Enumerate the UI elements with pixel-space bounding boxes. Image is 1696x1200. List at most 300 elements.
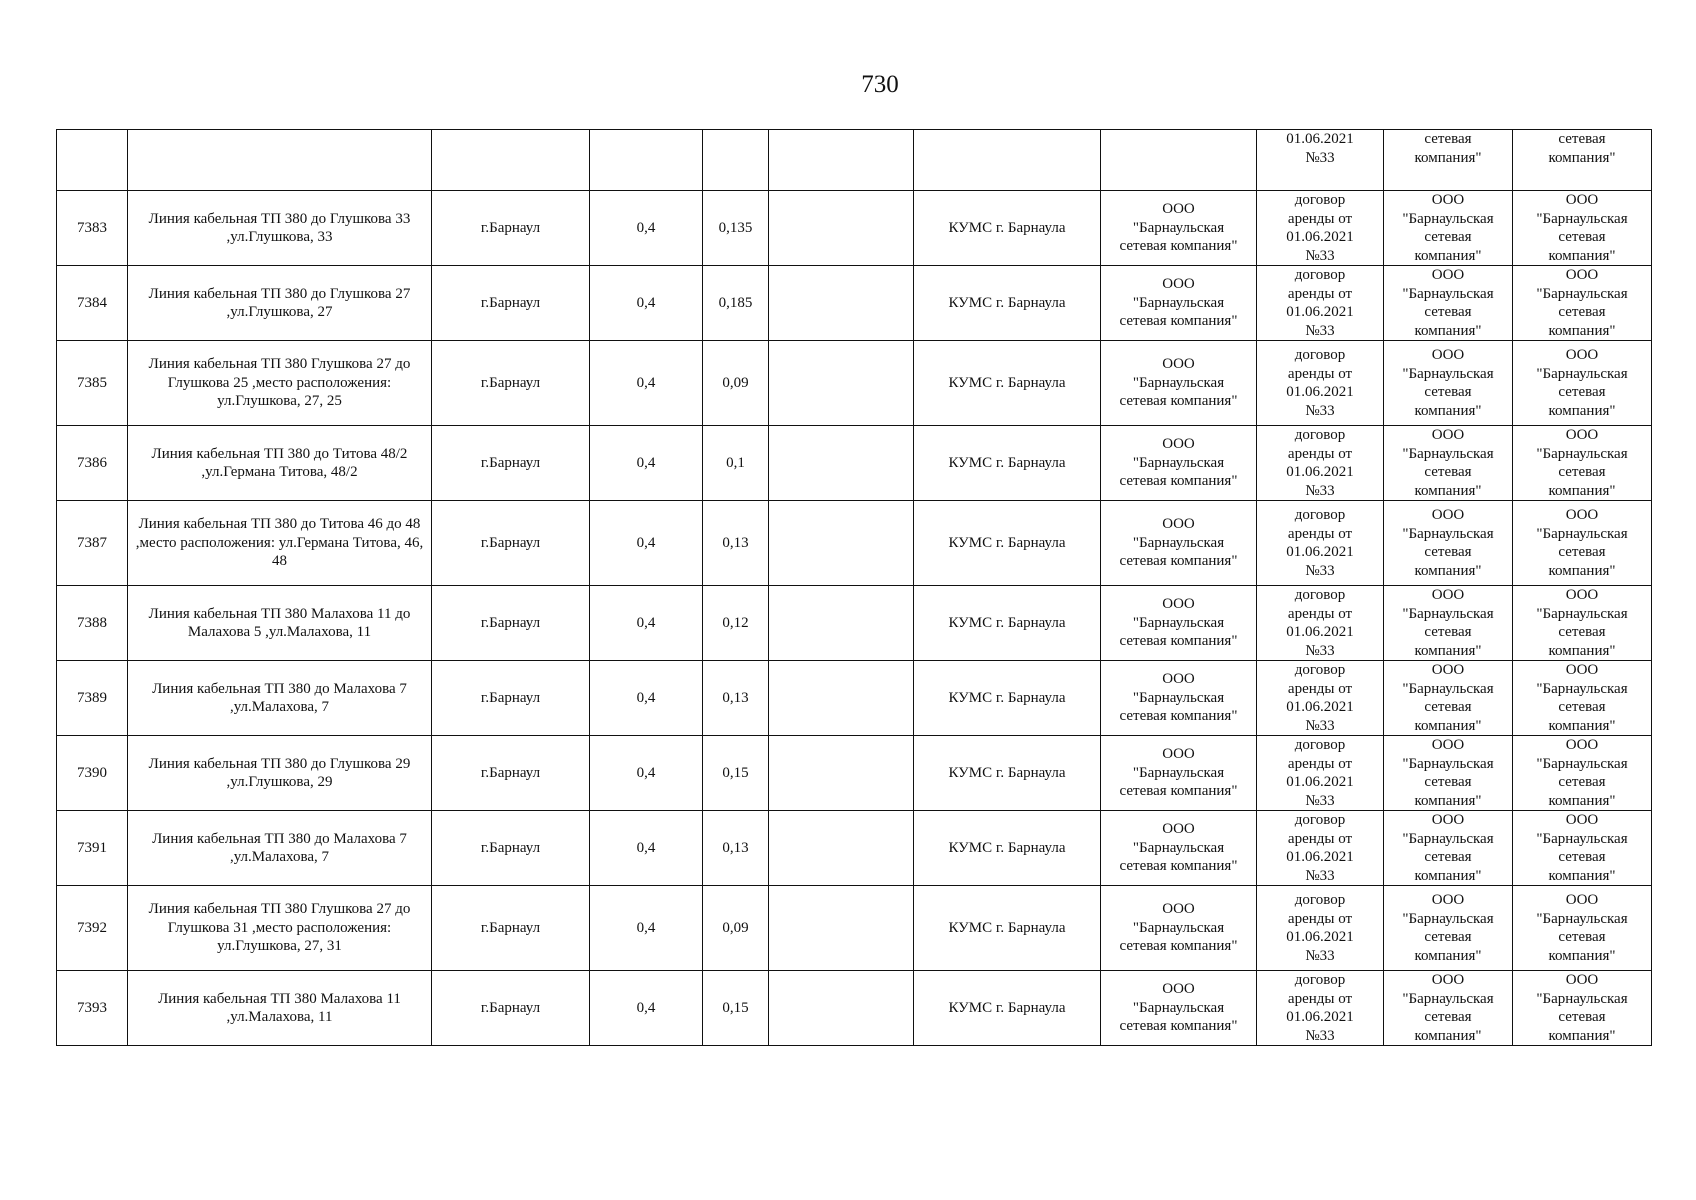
cell-holder [1101,811,1257,886]
contract-line: 01.06.2021 [1286,1009,1354,1025]
cell-description: Линия кабельная ТП 380 до Малахова 7 ,ул.Малахова, 7 [128,661,432,736]
cell-holder [1101,426,1257,501]
cell-length: 0,15 [703,736,769,811]
contract-line: 01.06.2021 [1286,229,1354,245]
user-line: "Барнаульская [1402,680,1494,697]
operator-line: ООО [1565,507,1599,523]
cell-id: 7388 [57,586,128,661]
cell-description: Линия кабельная ТП 380 Малахова 11 до Малахова 5 ,ул.Малахова, 11 [128,586,432,661]
user-line: "Барнаульская [1402,445,1494,462]
operator-line: компания" [1548,562,1616,579]
operator-line: "Барнаульская [1536,830,1628,847]
table-row [57,501,1652,586]
contract-line: №33 [1305,792,1335,809]
cell-contract [1257,586,1384,661]
cell-city: г.Барнаул [432,426,590,501]
contract-line: аренды от [1287,210,1353,227]
operator-line: "Барнаульская [1536,210,1628,227]
cell-operator [1513,130,1652,191]
holder-line: сетевая компания" [1119,553,1238,570]
operator-line: компания" [1548,322,1616,339]
contract-line: договор [1294,192,1346,208]
cell-description: Линия кабельная ТП 380 до Малахова 7 ,ул.Малахова, 7 [128,811,432,886]
cell-extra [769,811,914,886]
operator-line: сетевая [1558,304,1606,320]
operator-line: сетевая [1558,849,1606,865]
cell-length: 0,185 [703,266,769,341]
user-line: сетевая [1424,464,1472,480]
user-line: "Барнаульская [1402,525,1494,542]
contract-line: договор [1294,737,1346,753]
contract-line: договор [1294,267,1346,283]
contract-line: аренды от [1287,285,1353,302]
holder-line: ООО [1162,516,1195,533]
registry-rows [57,130,1652,1046]
cell-contract [1257,736,1384,811]
cell-extra [769,736,914,811]
user-line: сетевая [1424,699,1472,715]
user-line: компания" [1414,482,1482,499]
cell-city: г.Барнаул [432,736,590,811]
user-line: ООО [1431,587,1465,603]
cell-contract [1257,886,1384,971]
operator-line: сетевая [1558,384,1606,400]
contract-line: 01.06.2021 [1286,464,1354,480]
contract-line: аренды от [1287,755,1353,772]
operator-line: ООО [1565,892,1599,908]
holder-line: сетевая компания" [1119,708,1238,725]
cell-extra [769,341,914,426]
operator-line: "Барнаульская [1536,680,1628,697]
operator-line: сетевая [1558,229,1606,245]
cell-voltage: 0,4 [590,661,703,736]
cell-description [128,130,432,191]
user-line: сетевая [1424,774,1472,790]
user-line: ООО [1431,662,1465,678]
operator-line: сетевая [1558,929,1606,945]
user-line: ООО [1431,812,1465,828]
cell-contract [1257,191,1384,266]
cell-contract [1257,341,1384,426]
cell-length: 0,15 [703,971,769,1046]
cell-extra [769,501,914,586]
operator-line: ООО [1565,587,1599,603]
table-row [57,191,1652,266]
operator-line: компания" [1548,642,1616,659]
cell-description: Линия кабельная ТП 380 до Глушкова 29 ,ул.Глушкова, 29 [128,736,432,811]
user-line: "Барнаульская [1402,210,1494,227]
operator-line: ООО [1565,427,1599,443]
operator-line: "Барнаульская [1536,910,1628,927]
operator-line: сетевая [1558,774,1606,790]
cell-operator [1513,736,1652,811]
user-line: "Барнаульская [1402,365,1494,382]
cell-contract [1257,661,1384,736]
operator-line: компания" [1548,947,1616,964]
contract-line: №33 [1305,322,1335,339]
holder-line: "Барнаульская [1132,454,1225,471]
cell-holder [1101,341,1257,426]
operator-line: компания" [1548,867,1616,884]
holder-line: ООО [1162,746,1195,763]
cell-owner: КУМС г. Барнаула [914,501,1101,586]
cell-id: 7383 [57,191,128,266]
cell-user [1384,501,1513,586]
holder-line: "Барнаульская [1132,999,1225,1016]
cell-owner: КУМС г. Барнаула [914,971,1101,1046]
user-line: ООО [1431,507,1465,523]
cell-owner: КУМС г. Барнаула [914,811,1101,886]
operator-line: компания" [1548,247,1616,264]
user-line: сетевая [1424,849,1472,865]
cell-voltage: 0,4 [590,736,703,811]
cell-user [1384,971,1513,1046]
user-line: "Барнаульская [1402,285,1494,302]
cell-voltage: 0,4 [590,341,703,426]
cell-owner: КУМС г. Барнаула [914,886,1101,971]
table-row [57,586,1652,661]
holder-line: "Барнаульская [1132,764,1225,781]
user-line: ООО [1431,267,1465,283]
page-number: 730 [861,71,899,98]
cell-holder [1101,661,1257,736]
contract-line: №33 [1305,642,1335,659]
contract-line: №33 [1305,867,1335,884]
user-line: "Барнаульская [1402,755,1494,772]
operator-line: компания" [1548,1027,1616,1044]
operator-line: ООО [1565,192,1599,208]
cell-id: 7387 [57,501,128,586]
user-line: ООО [1431,737,1465,753]
holder-line: сетевая компания" [1119,393,1238,410]
holder-line: сетевая компания" [1119,1018,1238,1035]
contract-line: договор [1294,662,1346,678]
holder-line: ООО [1162,671,1195,688]
operator-line: сетевая [1558,624,1606,640]
user-line: компания" [1414,149,1482,166]
cell-id: 7385 [57,341,128,426]
cell-operator [1513,886,1652,971]
cell-voltage: 0,4 [590,191,703,266]
holder-line: сетевая компания" [1119,313,1238,330]
cell-operator [1513,501,1652,586]
operator-line: "Барнаульская [1536,755,1628,772]
cell-city: г.Барнаул [432,586,590,661]
cell-length: 0,12 [703,586,769,661]
table-row [57,266,1652,341]
cell-city: г.Барнаул [432,661,590,736]
continued-row [57,130,1652,191]
cell-description: Линия кабельная ТП 380 Малахова 11 ,ул.Малахова, 11 [128,971,432,1046]
operator-line: "Барнаульская [1536,285,1628,302]
contract-line: аренды от [1287,910,1353,927]
holder-line: "Барнаульская [1132,919,1225,936]
user-line: компания" [1414,642,1482,659]
operator-line: ООО [1565,347,1599,363]
cell-user [1384,736,1513,811]
operator-line: "Барнаульская [1536,525,1628,542]
cell-city: г.Барнаул [432,266,590,341]
cell-length: 0,09 [703,886,769,971]
holder-line: ООО [1162,596,1195,613]
operator-line: компания" [1548,717,1616,734]
operator-line: ООО [1565,662,1599,678]
contract-line: аренды от [1287,990,1353,1007]
cell-holder [1101,586,1257,661]
operator-line: "Барнаульская [1536,445,1628,462]
operator-line: ООО [1565,737,1599,753]
cell-user [1384,130,1513,191]
user-line: компания" [1414,402,1482,419]
holder-line: "Барнаульская [1132,839,1225,856]
contract-line: №33 [1305,247,1335,264]
cell-extra [769,130,914,191]
cell-user [1384,661,1513,736]
cell-id: 7391 [57,811,128,886]
cell-id: 7384 [57,266,128,341]
cell-extra [769,191,914,266]
contract-line: договор [1294,972,1346,988]
user-line: сетевая [1424,929,1472,945]
cell-city: г.Барнаул [432,811,590,886]
table-row [57,661,1652,736]
cell-length: 0,13 [703,661,769,736]
cell-extra [769,426,914,501]
table-row [57,736,1652,811]
operator-line: сетевая [1558,464,1606,480]
table-row [57,811,1652,886]
cell-voltage: 0,4 [590,501,703,586]
user-line: ООО [1431,972,1465,988]
cell-holder [1101,501,1257,586]
contract-line: №33 [1305,717,1335,734]
holder-line: ООО [1162,901,1195,918]
contract-line: №33 [1305,482,1335,499]
user-line: сетевая [1424,304,1472,320]
user-line: ООО [1431,892,1465,908]
user-line: компания" [1414,947,1482,964]
holder-line: сетевая компания" [1119,633,1238,650]
cell-contract [1257,971,1384,1046]
holder-line: "Барнаульская [1132,689,1225,706]
operator-line: "Барнаульская [1536,990,1628,1007]
holder-line: "Барнаульская [1132,614,1225,631]
operator-line: сетевая [1558,1009,1606,1025]
contract-line: договор [1294,812,1346,828]
contract-line: №33 [1305,402,1335,419]
cell-description: Линия кабельная ТП 380 Глушкова 27 до Глушкова 25 ,место расположения: ул.Глушкова, 27, 25 [128,341,432,426]
contract-line: аренды от [1287,605,1353,622]
cell-contract [1257,811,1384,886]
cell-operator [1513,661,1652,736]
operator-line: "Барнаульская [1536,605,1628,622]
contract-line: 01.06.2021 [1286,304,1354,320]
cell-contract [1257,426,1384,501]
cell-voltage [590,130,703,191]
cell-contract [1257,130,1384,191]
cell-extra [769,661,914,736]
cell-owner: КУМС г. Барнаула [914,736,1101,811]
holder-line: "Барнаульская [1132,219,1225,236]
operator-line: сетевая [1558,699,1606,715]
contract-line: 01.06.2021 [1286,929,1354,945]
table-row [57,971,1652,1046]
cell-voltage: 0,4 [590,971,703,1046]
contract-line: 01.06.2021 [1286,624,1354,640]
operator-line: сетевая [1558,544,1606,560]
cell-city: г.Барнаул [432,501,590,586]
cell-length: 0,135 [703,191,769,266]
cell-length: 0,13 [703,501,769,586]
cell-contract [1257,501,1384,586]
holder-line: "Барнаульская [1132,374,1225,391]
cell-description: Линия кабельная ТП 380 до Титова 46 до 48 ,место расположения: ул.Германа Титова, 46, 48 [128,501,432,586]
operator-line: ООО [1565,267,1599,283]
holder-line: ООО [1162,981,1195,998]
user-line: "Барнаульская [1402,910,1494,927]
cell-voltage: 0,4 [590,266,703,341]
user-line: "Барнаульская [1402,605,1494,622]
cell-user [1384,266,1513,341]
cell-city: г.Барнаул [432,886,590,971]
cell-operator [1513,341,1652,426]
user-line: компания" [1414,1027,1482,1044]
cell-description: Линия кабельная ТП 380 Глушкова 27 до Глушкова 31 ,место расположения: ул.Глушкова, 27, 31 [128,886,432,971]
holder-line: сетевая компания" [1119,783,1238,800]
contract-line: договор [1294,587,1346,603]
cell-owner: КУМС г. Барнаула [914,586,1101,661]
user-line: ООО [1431,347,1465,363]
contract-line: 01.06.2021 [1286,774,1354,790]
contract-line: 01.06.2021 [1286,131,1354,147]
contract-line: №33 [1305,562,1335,579]
user-line: сетевая [1424,229,1472,245]
contract-line: договор [1294,347,1346,363]
operator-line: компания" [1548,482,1616,499]
cell-user [1384,191,1513,266]
contract-line: договор [1294,427,1346,443]
cell-extra [769,586,914,661]
operator-line: ООО [1565,812,1599,828]
cell-id: 7389 [57,661,128,736]
user-line: сетевая [1424,544,1472,560]
cell-extra [769,971,914,1046]
cell-owner: КУМС г. Барнаула [914,661,1101,736]
holder-line: ООО [1162,436,1195,453]
cell-length: 0,13 [703,811,769,886]
cell-voltage: 0,4 [590,426,703,501]
table-row [57,886,1652,971]
holder-line: "Барнаульская [1132,534,1225,551]
operator-line: сетевая [1558,131,1606,147]
cell-operator [1513,266,1652,341]
operator-line: "Барнаульская [1536,365,1628,382]
registry-table [56,129,1652,1046]
cell-id: 7392 [57,886,128,971]
holder-line: сетевая компания" [1119,473,1238,490]
cell-user [1384,426,1513,501]
cell-id: 7393 [57,971,128,1046]
cell-owner: КУМС г. Барнаула [914,191,1101,266]
cell-user [1384,811,1513,886]
user-line: компания" [1414,867,1482,884]
cell-operator [1513,811,1652,886]
user-line: сетевая [1424,131,1472,147]
contract-line: №33 [1305,947,1335,964]
contract-line: аренды от [1287,680,1353,697]
operator-line: компания" [1548,792,1616,809]
cell-user [1384,586,1513,661]
operator-line: компания" [1548,402,1616,419]
holder-line: ООО [1162,356,1195,373]
user-line: компания" [1414,247,1482,264]
cell-description: Линия кабельная ТП 380 до Титова 48/2 ,ул.Германа Титова, 48/2 [128,426,432,501]
contract-line: №33 [1305,149,1335,166]
cell-id: 7386 [57,426,128,501]
cell-operator [1513,586,1652,661]
cell-owner: КУМС г. Барнаула [914,341,1101,426]
holder-line: сетевая компания" [1119,938,1238,955]
contract-line: аренды от [1287,830,1353,847]
operator-line: компания" [1548,149,1616,166]
holder-line: ООО [1162,201,1195,218]
holder-line: ООО [1162,276,1195,293]
cell-operator [1513,191,1652,266]
cell-operator [1513,426,1652,501]
contract-line: договор [1294,507,1346,523]
cell-extra [769,886,914,971]
contract-line: 01.06.2021 [1286,544,1354,560]
cell-length: 0,09 [703,341,769,426]
cell-length [703,130,769,191]
contract-line: 01.06.2021 [1286,849,1354,865]
user-line: компания" [1414,562,1482,579]
contract-line: аренды от [1287,365,1353,382]
cell-owner [914,130,1101,191]
cell-length: 0,1 [703,426,769,501]
user-line: компания" [1414,717,1482,734]
contract-line: 01.06.2021 [1286,699,1354,715]
contract-line: №33 [1305,1027,1335,1044]
holder-line: "Барнаульская [1132,294,1225,311]
cell-extra [769,266,914,341]
cell-holder [1101,130,1257,191]
cell-id: 7390 [57,736,128,811]
cell-user [1384,886,1513,971]
cell-owner: КУМС г. Барнаула [914,266,1101,341]
cell-voltage: 0,4 [590,586,703,661]
cell-contract [1257,266,1384,341]
cell-owner: КУМС г. Барнаула [914,426,1101,501]
user-line: "Барнаульская [1402,830,1494,847]
cell-description: Линия кабельная ТП 380 до Глушкова 27 ,ул.Глушкова, 27 [128,266,432,341]
cell-voltage: 0,4 [590,811,703,886]
contract-line: аренды от [1287,445,1353,462]
user-line: сетевая [1424,1009,1472,1025]
cell-city [432,130,590,191]
cell-operator [1513,971,1652,1046]
cell-holder [1101,736,1257,811]
user-line: "Барнаульская [1402,990,1494,1007]
cell-user [1384,341,1513,426]
contract-line: 01.06.2021 [1286,384,1354,400]
user-line: компания" [1414,792,1482,809]
cell-id [57,130,128,191]
operator-line: ООО [1565,972,1599,988]
user-line: сетевая [1424,624,1472,640]
cell-city: г.Барнаул [432,341,590,426]
user-line: сетевая [1424,384,1472,400]
